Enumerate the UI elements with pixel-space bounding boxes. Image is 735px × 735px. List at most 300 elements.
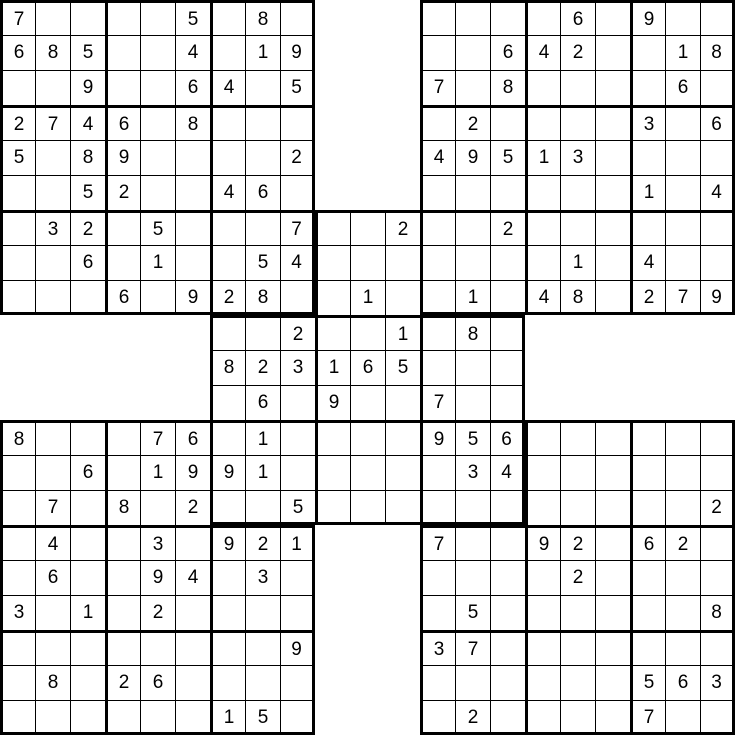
sudoku-cell[interactable]: 9: [105, 140, 140, 175]
sudoku-cell[interactable]: [245, 140, 280, 175]
sudoku-cell[interactable]: 8: [700, 35, 735, 70]
sudoku-cell[interactable]: [595, 280, 630, 315]
sudoku-cell[interactable]: 9: [525, 525, 560, 560]
sudoku-cell[interactable]: 9: [315, 385, 350, 420]
sudoku-cell[interactable]: 4: [525, 35, 560, 70]
sudoku-cell[interactable]: [280, 665, 315, 700]
sudoku-cell[interactable]: 9: [455, 140, 490, 175]
sudoku-cell[interactable]: [210, 245, 245, 280]
sudoku-cell[interactable]: [490, 630, 525, 665]
sudoku-cell[interactable]: [455, 525, 490, 560]
sudoku-cell[interactable]: [35, 420, 70, 455]
sudoku-cell[interactable]: [105, 0, 140, 35]
sudoku-cell[interactable]: [455, 490, 490, 525]
sudoku-cell[interactable]: 3: [0, 595, 35, 630]
sudoku-cell[interactable]: [525, 105, 560, 140]
sudoku-cell[interactable]: 4: [525, 280, 560, 315]
sudoku-cell[interactable]: [490, 385, 525, 420]
sudoku-cell[interactable]: [420, 350, 455, 385]
sudoku-cell[interactable]: [420, 35, 455, 70]
sudoku-cell[interactable]: 2: [105, 175, 140, 210]
sudoku-cell[interactable]: [595, 525, 630, 560]
sudoku-cell[interactable]: [105, 700, 140, 735]
sudoku-cell[interactable]: [420, 280, 455, 315]
sudoku-cell[interactable]: 2: [630, 280, 665, 315]
sudoku-cell[interactable]: 6: [560, 0, 595, 35]
sudoku-cell[interactable]: 2: [700, 490, 735, 525]
sudoku-cell[interactable]: [35, 280, 70, 315]
sudoku-cell[interactable]: [630, 455, 665, 490]
sudoku-cell[interactable]: 5: [245, 700, 280, 735]
sudoku-cell[interactable]: [245, 210, 280, 245]
sudoku-cell[interactable]: [665, 245, 700, 280]
sudoku-cell[interactable]: 3: [455, 455, 490, 490]
sudoku-cell[interactable]: [630, 70, 665, 105]
sudoku-cell[interactable]: [280, 420, 315, 455]
sudoku-cell[interactable]: 3: [630, 105, 665, 140]
sudoku-cell[interactable]: [490, 175, 525, 210]
sudoku-cell[interactable]: 6: [35, 560, 70, 595]
sudoku-cell[interactable]: [0, 175, 35, 210]
sudoku-cell[interactable]: 6: [490, 35, 525, 70]
sudoku-cell[interactable]: [315, 455, 350, 490]
sudoku-cell[interactable]: [105, 70, 140, 105]
sudoku-cell[interactable]: [175, 140, 210, 175]
sudoku-cell[interactable]: 1: [140, 245, 175, 280]
sudoku-cell[interactable]: [630, 140, 665, 175]
sudoku-cell[interactable]: [700, 455, 735, 490]
sudoku-cell[interactable]: 6: [700, 105, 735, 140]
sudoku-cell[interactable]: 2: [385, 210, 420, 245]
sudoku-cell[interactable]: [175, 595, 210, 630]
sudoku-cell[interactable]: 5: [70, 175, 105, 210]
sudoku-cell[interactable]: [420, 700, 455, 735]
sudoku-cell[interactable]: [595, 490, 630, 525]
sudoku-cell[interactable]: 9: [700, 280, 735, 315]
sudoku-cell[interactable]: [455, 245, 490, 280]
sudoku-cell[interactable]: [595, 245, 630, 280]
sudoku-cell[interactable]: [350, 210, 385, 245]
sudoku-cell[interactable]: [280, 455, 315, 490]
sudoku-cell[interactable]: [420, 315, 455, 350]
sudoku-cell[interactable]: [560, 630, 595, 665]
sudoku-cell[interactable]: [420, 560, 455, 595]
sudoku-cell[interactable]: [35, 175, 70, 210]
sudoku-cell[interactable]: [595, 210, 630, 245]
sudoku-cell[interactable]: 7: [420, 70, 455, 105]
sudoku-cell[interactable]: 6: [70, 245, 105, 280]
sudoku-cell[interactable]: 4: [175, 560, 210, 595]
sudoku-cell[interactable]: [700, 700, 735, 735]
sudoku-cell[interactable]: [350, 245, 385, 280]
sudoku-cell[interactable]: [560, 420, 595, 455]
sudoku-cell[interactable]: 6: [175, 70, 210, 105]
sudoku-cell[interactable]: 2: [0, 105, 35, 140]
sudoku-cell[interactable]: [525, 455, 560, 490]
sudoku-cell[interactable]: 2: [490, 210, 525, 245]
sudoku-cell[interactable]: 2: [105, 665, 140, 700]
sudoku-cell[interactable]: [0, 630, 35, 665]
sudoku-cell[interactable]: 2: [210, 280, 245, 315]
sudoku-cell[interactable]: [245, 595, 280, 630]
sudoku-cell[interactable]: [105, 455, 140, 490]
sudoku-cell[interactable]: [0, 455, 35, 490]
sudoku-cell[interactable]: [700, 0, 735, 35]
sudoku-cell[interactable]: [140, 280, 175, 315]
sudoku-cell[interactable]: [70, 700, 105, 735]
sudoku-cell[interactable]: [0, 525, 35, 560]
sudoku-cell[interactable]: [595, 140, 630, 175]
sudoku-cell[interactable]: 6: [140, 665, 175, 700]
sudoku-cell[interactable]: 2: [560, 525, 595, 560]
sudoku-cell[interactable]: [315, 490, 350, 525]
sudoku-cell[interactable]: 3: [280, 350, 315, 385]
sudoku-cell[interactable]: [490, 105, 525, 140]
sudoku-cell[interactable]: [525, 700, 560, 735]
sudoku-cell[interactable]: [385, 280, 420, 315]
sudoku-cell[interactable]: [350, 455, 385, 490]
sudoku-cell[interactable]: [140, 140, 175, 175]
sudoku-cell[interactable]: [490, 315, 525, 350]
sudoku-cell[interactable]: 6: [630, 525, 665, 560]
sudoku-cell[interactable]: [455, 560, 490, 595]
sudoku-cell[interactable]: [210, 490, 245, 525]
sudoku-cell[interactable]: [140, 630, 175, 665]
sudoku-cell[interactable]: 4: [175, 35, 210, 70]
sudoku-cell[interactable]: 9: [210, 455, 245, 490]
sudoku-cell[interactable]: [595, 35, 630, 70]
sudoku-cell[interactable]: [560, 665, 595, 700]
sudoku-cell[interactable]: [595, 455, 630, 490]
sudoku-cell[interactable]: [630, 595, 665, 630]
sudoku-cell[interactable]: [665, 210, 700, 245]
sudoku-cell[interactable]: [665, 105, 700, 140]
sudoku-cell[interactable]: [560, 595, 595, 630]
sudoku-cell[interactable]: [455, 350, 490, 385]
sudoku-cell[interactable]: [490, 0, 525, 35]
sudoku-cell[interactable]: [210, 35, 245, 70]
sudoku-cell[interactable]: [525, 665, 560, 700]
sudoku-cell[interactable]: 7: [0, 0, 35, 35]
sudoku-cell[interactable]: [350, 420, 385, 455]
sudoku-cell[interactable]: [315, 420, 350, 455]
sudoku-cell[interactable]: [210, 105, 245, 140]
sudoku-cell[interactable]: 4: [490, 455, 525, 490]
sudoku-cell[interactable]: 9: [280, 630, 315, 665]
sudoku-cell[interactable]: 2: [455, 700, 490, 735]
sudoku-cell[interactable]: 1: [245, 455, 280, 490]
sudoku-cell[interactable]: 2: [70, 210, 105, 245]
sudoku-cell[interactable]: 1: [140, 455, 175, 490]
sudoku-cell[interactable]: [595, 665, 630, 700]
sudoku-cell[interactable]: 1: [245, 35, 280, 70]
sudoku-cell[interactable]: [490, 525, 525, 560]
sudoku-cell[interactable]: [630, 490, 665, 525]
sudoku-cell[interactable]: [35, 595, 70, 630]
sudoku-cell[interactable]: [385, 455, 420, 490]
sudoku-cell[interactable]: 7: [280, 210, 315, 245]
sudoku-cell[interactable]: [175, 700, 210, 735]
sudoku-cell[interactable]: 8: [0, 420, 35, 455]
sudoku-cell[interactable]: [350, 315, 385, 350]
sudoku-cell[interactable]: [700, 420, 735, 455]
sudoku-cell[interactable]: [280, 0, 315, 35]
sudoku-cell[interactable]: [245, 665, 280, 700]
sudoku-cell[interactable]: 3: [420, 630, 455, 665]
sudoku-cell[interactable]: [525, 490, 560, 525]
sudoku-cell[interactable]: [105, 420, 140, 455]
sudoku-cell[interactable]: 5: [455, 420, 490, 455]
sudoku-cell[interactable]: [385, 420, 420, 455]
sudoku-cell[interactable]: 6: [490, 420, 525, 455]
sudoku-cell[interactable]: 5: [175, 0, 210, 35]
sudoku-cell[interactable]: [70, 0, 105, 35]
sudoku-cell[interactable]: [105, 595, 140, 630]
sudoku-cell[interactable]: [455, 0, 490, 35]
sudoku-cell[interactable]: [700, 70, 735, 105]
sudoku-cell[interactable]: 3: [700, 665, 735, 700]
sudoku-cell[interactable]: 7: [35, 490, 70, 525]
sudoku-cell[interactable]: [210, 210, 245, 245]
sudoku-cell[interactable]: [175, 630, 210, 665]
sudoku-cell[interactable]: [70, 490, 105, 525]
sudoku-cell[interactable]: [525, 420, 560, 455]
sudoku-cell[interactable]: [175, 665, 210, 700]
sudoku-cell[interactable]: [455, 385, 490, 420]
sudoku-cell[interactable]: [595, 70, 630, 105]
sudoku-cell[interactable]: 4: [700, 175, 735, 210]
sudoku-cell[interactable]: 6: [105, 280, 140, 315]
sudoku-cell[interactable]: [420, 245, 455, 280]
sudoku-cell[interactable]: 5: [70, 35, 105, 70]
sudoku-cell[interactable]: 1: [280, 525, 315, 560]
sudoku-cell[interactable]: [70, 280, 105, 315]
sudoku-cell[interactable]: [315, 245, 350, 280]
sudoku-cell[interactable]: [420, 595, 455, 630]
sudoku-cell[interactable]: 1: [525, 140, 560, 175]
sudoku-cell[interactable]: [700, 140, 735, 175]
sudoku-cell[interactable]: [490, 245, 525, 280]
sudoku-cell[interactable]: [210, 315, 245, 350]
sudoku-cell[interactable]: 8: [35, 35, 70, 70]
sudoku-cell[interactable]: [595, 595, 630, 630]
sudoku-cell[interactable]: [455, 70, 490, 105]
sudoku-cell[interactable]: [280, 700, 315, 735]
sudoku-cell[interactable]: [35, 630, 70, 665]
sudoku-cell[interactable]: [385, 245, 420, 280]
sudoku-cell[interactable]: [35, 455, 70, 490]
sudoku-cell[interactable]: [595, 420, 630, 455]
sudoku-cell[interactable]: [70, 560, 105, 595]
sudoku-cell[interactable]: 9: [630, 0, 665, 35]
sudoku-cell[interactable]: [0, 280, 35, 315]
sudoku-cell[interactable]: [350, 385, 385, 420]
sudoku-cell[interactable]: [490, 490, 525, 525]
sudoku-cell[interactable]: [490, 665, 525, 700]
sudoku-cell[interactable]: [525, 595, 560, 630]
sudoku-cell[interactable]: [175, 175, 210, 210]
sudoku-cell[interactable]: [0, 210, 35, 245]
sudoku-cell[interactable]: 6: [245, 385, 280, 420]
sudoku-cell[interactable]: 8: [175, 105, 210, 140]
sudoku-cell[interactable]: [560, 490, 595, 525]
sudoku-cell[interactable]: 1: [560, 245, 595, 280]
sudoku-cell[interactable]: 8: [700, 595, 735, 630]
sudoku-cell[interactable]: 2: [455, 105, 490, 140]
sudoku-cell[interactable]: 2: [280, 140, 315, 175]
sudoku-cell[interactable]: [630, 35, 665, 70]
sudoku-cell[interactable]: [0, 490, 35, 525]
sudoku-cell[interactable]: 8: [70, 140, 105, 175]
sudoku-cell[interactable]: 3: [245, 560, 280, 595]
sudoku-cell[interactable]: [560, 175, 595, 210]
sudoku-cell[interactable]: 5: [455, 595, 490, 630]
sudoku-cell[interactable]: [490, 700, 525, 735]
sudoku-cell[interactable]: 9: [420, 420, 455, 455]
sudoku-cell[interactable]: [455, 210, 490, 245]
sudoku-cell[interactable]: 1: [350, 280, 385, 315]
sudoku-cell[interactable]: [490, 560, 525, 595]
sudoku-cell[interactable]: [140, 700, 175, 735]
sudoku-cell[interactable]: [280, 560, 315, 595]
sudoku-cell[interactable]: [0, 700, 35, 735]
sudoku-cell[interactable]: 6: [665, 665, 700, 700]
sudoku-cell[interactable]: [455, 665, 490, 700]
sudoku-cell[interactable]: [105, 245, 140, 280]
sudoku-cell[interactable]: [245, 105, 280, 140]
sudoku-cell[interactable]: [490, 350, 525, 385]
sudoku-cell[interactable]: [280, 175, 315, 210]
sudoku-cell[interactable]: [210, 560, 245, 595]
sudoku-cell[interactable]: [70, 630, 105, 665]
sudoku-cell[interactable]: [665, 420, 700, 455]
sudoku-cell[interactable]: [420, 455, 455, 490]
sudoku-cell[interactable]: [35, 700, 70, 735]
sudoku-cell[interactable]: 1: [315, 350, 350, 385]
sudoku-cell[interactable]: [315, 280, 350, 315]
sudoku-cell[interactable]: 5: [280, 490, 315, 525]
sudoku-cell[interactable]: [210, 595, 245, 630]
sudoku-cell[interactable]: 6: [350, 350, 385, 385]
sudoku-cell[interactable]: 5: [385, 350, 420, 385]
sudoku-cell[interactable]: [420, 0, 455, 35]
sudoku-cell[interactable]: 9: [175, 455, 210, 490]
sudoku-cell[interactable]: 9: [70, 70, 105, 105]
sudoku-cell[interactable]: [665, 490, 700, 525]
sudoku-cell[interactable]: 2: [140, 595, 175, 630]
sudoku-cell[interactable]: 6: [70, 455, 105, 490]
sudoku-cell[interactable]: 4: [280, 245, 315, 280]
sudoku-cell[interactable]: [630, 560, 665, 595]
sudoku-cell[interactable]: [245, 490, 280, 525]
sudoku-cell[interactable]: [35, 70, 70, 105]
sudoku-cell[interactable]: 6: [665, 70, 700, 105]
sudoku-cell[interactable]: 8: [490, 70, 525, 105]
sudoku-cell[interactable]: 8: [105, 490, 140, 525]
sudoku-cell[interactable]: [245, 630, 280, 665]
sudoku-cell[interactable]: [455, 175, 490, 210]
sudoku-cell[interactable]: 4: [210, 70, 245, 105]
sudoku-cell[interactable]: 7: [630, 700, 665, 735]
sudoku-cell[interactable]: 3: [140, 525, 175, 560]
sudoku-cell[interactable]: [525, 630, 560, 665]
sudoku-cell[interactable]: [105, 35, 140, 70]
sudoku-cell[interactable]: [245, 70, 280, 105]
sudoku-cell[interactable]: [595, 175, 630, 210]
sudoku-cell[interactable]: [665, 630, 700, 665]
sudoku-cell[interactable]: 9: [140, 560, 175, 595]
sudoku-cell[interactable]: 4: [210, 175, 245, 210]
sudoku-cell[interactable]: [35, 0, 70, 35]
sudoku-cell[interactable]: [525, 245, 560, 280]
sudoku-cell[interactable]: 5: [245, 245, 280, 280]
sudoku-cell[interactable]: 4: [420, 140, 455, 175]
sudoku-cell[interactable]: [420, 105, 455, 140]
sudoku-cell[interactable]: [700, 245, 735, 280]
sudoku-cell[interactable]: [0, 665, 35, 700]
sudoku-cell[interactable]: [385, 490, 420, 525]
sudoku-cell[interactable]: [70, 665, 105, 700]
sudoku-cell[interactable]: 6: [175, 420, 210, 455]
sudoku-cell[interactable]: [595, 105, 630, 140]
sudoku-cell[interactable]: [315, 315, 350, 350]
sudoku-cell[interactable]: 4: [35, 525, 70, 560]
sudoku-cell[interactable]: 2: [665, 525, 700, 560]
sudoku-cell[interactable]: [35, 140, 70, 175]
sudoku-cell[interactable]: [525, 70, 560, 105]
sudoku-cell[interactable]: [560, 70, 595, 105]
sudoku-cell[interactable]: 9: [210, 525, 245, 560]
sudoku-cell[interactable]: 2: [245, 525, 280, 560]
sudoku-cell[interactable]: 8: [35, 665, 70, 700]
sudoku-cell[interactable]: [280, 280, 315, 315]
sudoku-cell[interactable]: [665, 455, 700, 490]
sudoku-cell[interactable]: [35, 245, 70, 280]
sudoku-cell[interactable]: [350, 490, 385, 525]
sudoku-cell[interactable]: 1: [210, 700, 245, 735]
sudoku-cell[interactable]: [700, 630, 735, 665]
sudoku-cell[interactable]: 7: [455, 630, 490, 665]
sudoku-cell[interactable]: 8: [245, 280, 280, 315]
sudoku-cell[interactable]: [210, 420, 245, 455]
sudoku-cell[interactable]: 7: [140, 420, 175, 455]
sudoku-cell[interactable]: 1: [245, 420, 280, 455]
sudoku-cell[interactable]: [420, 175, 455, 210]
sudoku-cell[interactable]: [280, 105, 315, 140]
sudoku-cell[interactable]: [280, 385, 315, 420]
sudoku-cell[interactable]: [560, 455, 595, 490]
sudoku-cell[interactable]: 1: [385, 315, 420, 350]
sudoku-cell[interactable]: [105, 210, 140, 245]
sudoku-cell[interactable]: [595, 700, 630, 735]
sudoku-cell[interactable]: [420, 665, 455, 700]
sudoku-cell[interactable]: [665, 175, 700, 210]
sudoku-cell[interactable]: [560, 700, 595, 735]
sudoku-cell[interactable]: 8: [455, 315, 490, 350]
sudoku-cell[interactable]: [140, 70, 175, 105]
sudoku-cell[interactable]: 2: [280, 315, 315, 350]
sudoku-cell[interactable]: [525, 560, 560, 595]
sudoku-cell[interactable]: [700, 210, 735, 245]
sudoku-cell[interactable]: 2: [175, 490, 210, 525]
sudoku-cell[interactable]: [175, 525, 210, 560]
sudoku-cell[interactable]: 7: [420, 385, 455, 420]
sudoku-cell[interactable]: 5: [280, 70, 315, 105]
sudoku-cell[interactable]: 5: [0, 140, 35, 175]
sudoku-cell[interactable]: 7: [665, 280, 700, 315]
sudoku-cell[interactable]: [105, 560, 140, 595]
sudoku-cell[interactable]: [665, 560, 700, 595]
